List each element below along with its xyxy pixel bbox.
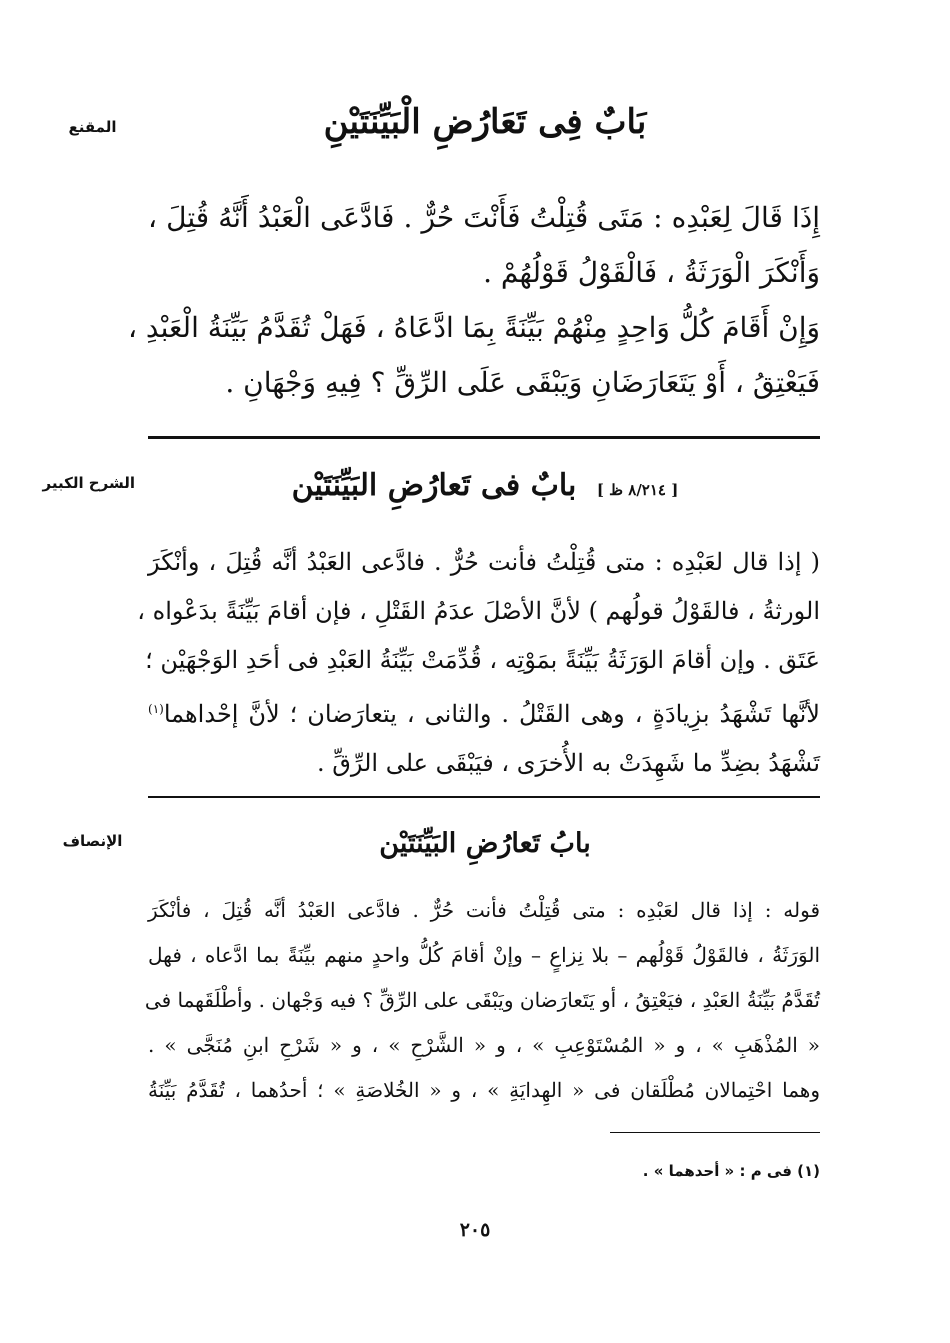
sharh-line: ( إذا قال لعَبْدِه : متى قُتِلْتُ فأنت حُرٌّ . فادَّعى العَبْدُ أنَّه قُتِلَ ، وأنْكَرَ [148, 548, 820, 576]
section-title-sharh-text: بابٌ فى تَعارُضِ البَيِّنَتَيْن [291, 468, 577, 503]
footnote-marker: (١) [148, 702, 164, 716]
section-title-muqni: بَابٌ فِى تَعَارُضِ الْبَيِّنَتَيْنِ [323, 102, 647, 142]
insaf-line: قوله : إذا قال لعَبْدِه : متى قُتِلْتُ فأنت حُرٌّ . فادَّعى العَبْدُ أنَّه قُتِلَ ، فأنْكَرَ [148, 898, 820, 922]
muqni-line: فَيَعْتِقُ ، أَوْ يَتَعَارَضَانِ وَيَبْقَى عَلَى الرِّقِّ ؟ فِيهِ وَجْهَانِ . [225, 366, 820, 399]
section-label-insaf: الإنصاف [62, 832, 123, 850]
section-divider [148, 436, 820, 439]
sharh-line-text: لأنَّها تَشْهَدُ بزِيادَةٍ ، وهى القَتْلُ . والثانى ، يتعارَضان ؛ لأنَّ إحْداهما [163, 700, 820, 728]
section-divider [148, 796, 820, 798]
page-number: ٢٠٥ [459, 1219, 491, 1241]
insaf-text [144, 888, 820, 1113]
insaf-line: « المُذْهَبِ » ، و « المُسْتَوْعِبِ » ، و « الشَّرْحِ » ، و « شَرْحِ ابنِ مُنَجَّى » . [148, 1033, 820, 1057]
section-title-insaf: بابُ تَعارُضِ البَيِّنَتَيْن [379, 828, 591, 859]
sharh-line [148, 685, 820, 739]
insaf-line: تُقَدَّمُ بَيِّنَةُ العَبْدِ ، فيَعْتِقُ ، أو يَتَعارَضان ويَبْقَى على الرِّقِّ ؟ فيه وَجْهان . وأطْلَقَهما فى [144, 988, 820, 1012]
footnote-separator [610, 1132, 820, 1133]
section-label-sharh: الشرح الكبير [42, 474, 135, 492]
sharh-line: تَشْهَدُ بضِدِّ ما شَهِدَتْ به الأُخرَى ، فيَبْقَى على الرِّقِّ . [316, 749, 820, 777]
insaf-line: الوَرَثَةُ ، فالقَوْلُ قَوْلُهم – بلا نِزاعٍ – وإنْ أقامَ كُلُّ واحدٍ منهم بيِّنَةً بما ادَّعاه ، فهل [148, 943, 820, 967]
muqni-text [127, 190, 820, 410]
muqni-line: إِذَا قَالَ لِعَبْدِه : مَتَى قُتِلْتُ فَأَنْتَ حُرٌّ . فَادَّعَى الْعَبْدُ أَنَّهُ قُتِلَ ، [148, 201, 820, 234]
manuscript-reference: [ ٨/٢١٤ ظ ] [596, 481, 679, 499]
section-title-sharh [150, 468, 820, 503]
section-label-muqni: المقنع [68, 118, 117, 136]
muqni-line: وَأَنْكَرَ الْوَرَثَةُ ، فَالْقَوْلُ قَوْلُهُمْ . [483, 256, 820, 289]
footnote: (١) فى م : « أحدهما » . [642, 1162, 820, 1180]
muqni-line: وَإِنْ أَقَامَ كُلُّ وَاحِدٍ مِنْهُمْ بَيِّنَةً بِمَا ادَّعَاهُ ، فَهَلْ تُقَدَّمُ بَيِّنَةُ الْعَبْدِ ، [127, 311, 820, 344]
sharh-line: عَتَق . وإن أقامَ الوَرَثَةُ بَيِّنَةً بمَوْتِه ، قُدِّمَتْ بَيِّنَةُ العَبْدِ فى أحَدِ الوَجْهَيْن ؛ [145, 646, 820, 674]
sharh-line: الورثةُ ، فالقَوْلُ قولُهم ) لأنَّ الأصْلَ عدَمُ القَتْلِ ، فإن أقامَ بَيِّنَةً بدَعْواه ، [137, 597, 820, 625]
sharh-text [137, 538, 820, 788]
insaf-line: وهما احْتِمالان مُطْلَقان فى « الهِدايَةِ » ، و « الخُلاصَةِ » ؛ أحدُهما ، تُقَدَّمُ بَيِّنَةُ [148, 1078, 820, 1102]
